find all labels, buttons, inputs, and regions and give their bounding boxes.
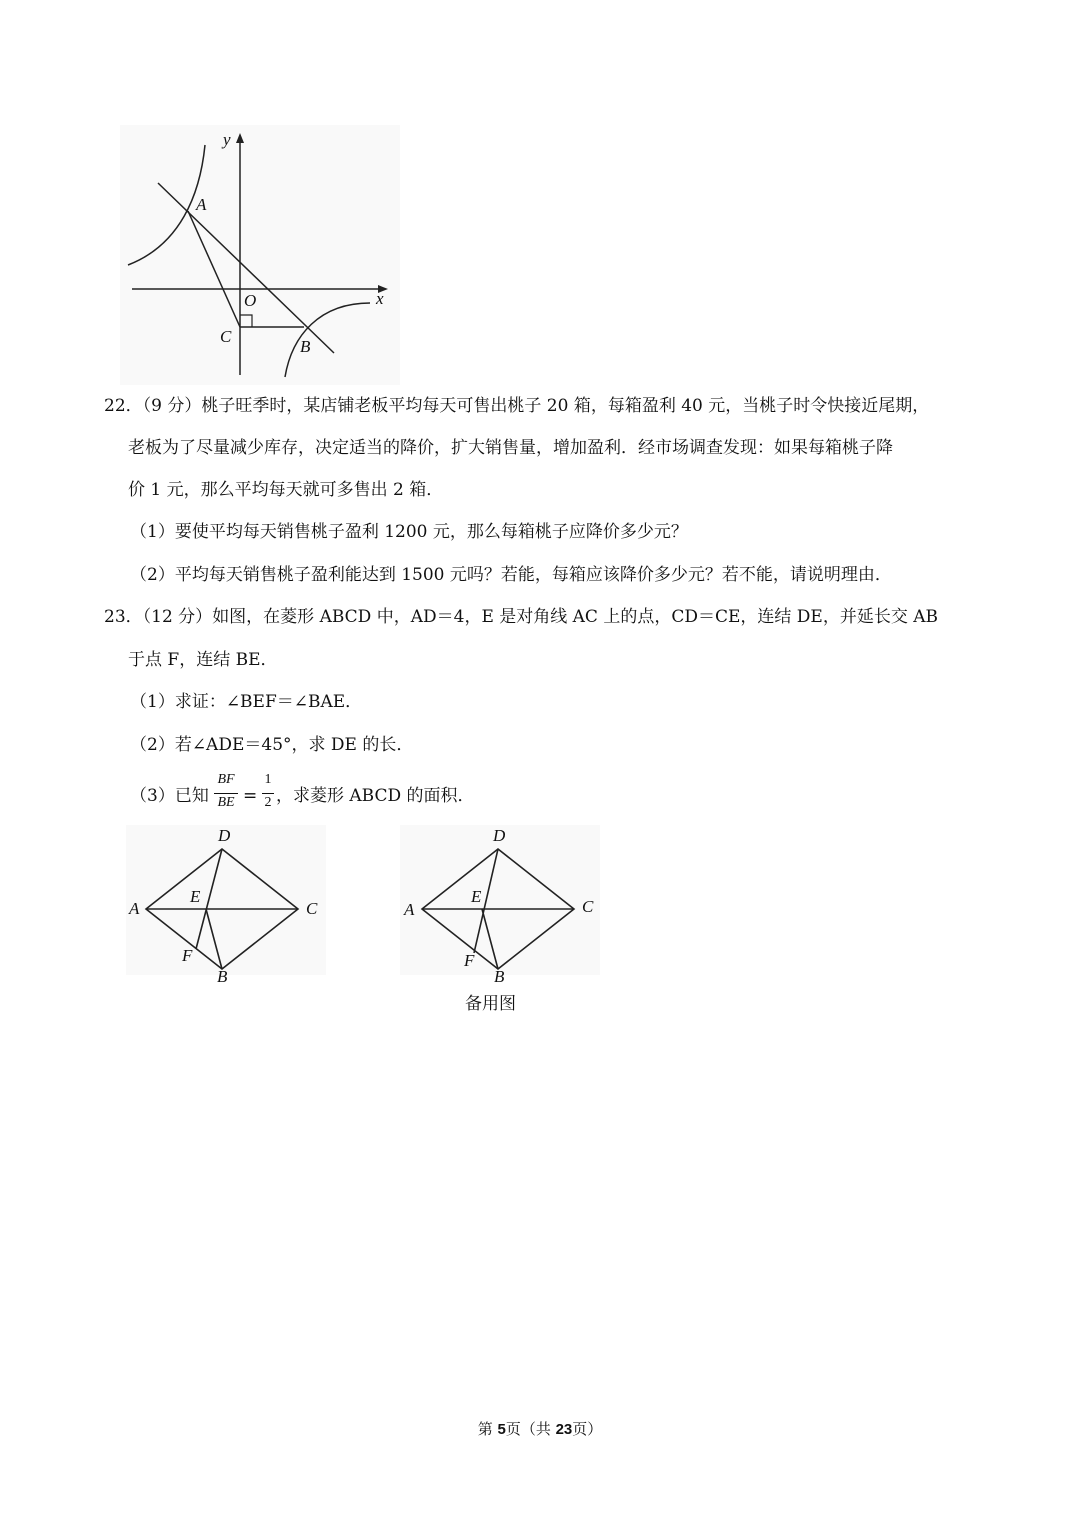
label-b: B bbox=[300, 337, 311, 356]
fraction-numerator: BF bbox=[217, 772, 235, 787]
q22-score: （9 分） bbox=[142, 396, 202, 416]
half-denominator: 2 bbox=[264, 795, 272, 810]
fraction-bar bbox=[214, 793, 238, 794]
q23-number: 23． bbox=[104, 607, 143, 627]
half-numerator: 1 bbox=[264, 772, 272, 787]
backup-label-b: B bbox=[494, 967, 505, 986]
q23-part-2: （2）若∠ADE＝45°，求 DE 的长． bbox=[130, 735, 414, 755]
q22-line-3: 价 1 元，那么平均每天就可多售出 2 箱． bbox=[128, 480, 444, 500]
q23-text-1: 如图，在菱形 ABCD 中，AD＝4，E 是对角线 AC 上的点，CD＝CE，连结 DE，并延长交 AB bbox=[212, 607, 939, 627]
label-o: O bbox=[244, 291, 257, 310]
backup-label-e: E bbox=[471, 887, 482, 906]
rhombus-label-c: C bbox=[306, 899, 318, 918]
figure-rhombus-backup bbox=[400, 825, 600, 1020]
hyperbola-svg bbox=[120, 125, 400, 385]
q23-part-3-suffix: ，求菱形 ABCD 的面积． bbox=[276, 786, 475, 806]
footer-total-pages: 23 bbox=[555, 1421, 573, 1438]
backup-label-a: A bbox=[404, 900, 415, 919]
q23-score: （12 分） bbox=[142, 607, 213, 627]
q23-fraction-bf-be bbox=[213, 772, 239, 816]
backup-caption: 备用图 bbox=[465, 994, 516, 1014]
q22-number: 22． bbox=[104, 396, 143, 416]
q23-part-1: （1）求证：∠BEF＝∠BAE． bbox=[130, 692, 363, 712]
backup-label-f: F bbox=[464, 951, 475, 970]
figure-hyperbola bbox=[120, 125, 400, 385]
q22-line-2: 老板为了尽量减少库存，决定适当的降价，扩大销售量，增加盈利．经市场调查发现：如果每箱桃子降 bbox=[128, 438, 893, 458]
q23-fraction-half bbox=[261, 772, 275, 816]
rhombus-label-e: E bbox=[190, 887, 201, 906]
q23-part-3-prefix: （3）已知 bbox=[130, 786, 209, 806]
half-bar bbox=[262, 793, 274, 794]
figure-rhombus-main bbox=[126, 825, 326, 990]
footer-middle: 页（共 bbox=[505, 1420, 556, 1438]
page-footer bbox=[0, 1418, 1080, 1439]
q22-part-1: （1）要使平均每天销售桃子盈利 1200 元，那么每箱桃子应降价多少元？ bbox=[130, 522, 688, 542]
q22-part-2: （2）平均每天销售桃子盈利能达到 1500 元吗？若能，每箱应该降价多少元？若不能，请说明理由． bbox=[130, 565, 892, 585]
label-y: y bbox=[223, 130, 231, 149]
rhombus-label-a: A bbox=[129, 899, 140, 918]
backup-label-c: C bbox=[582, 897, 594, 916]
fraction-equals: = bbox=[243, 786, 258, 806]
backup-label-d: D bbox=[493, 826, 506, 845]
fraction-denominator: BE bbox=[217, 795, 235, 810]
label-c: C bbox=[220, 327, 232, 346]
footer-suffix: 页） bbox=[572, 1420, 603, 1438]
label-a: A bbox=[196, 195, 207, 214]
rhombus-label-b: B bbox=[217, 967, 228, 986]
label-x: x bbox=[376, 289, 384, 308]
rhombus-main-svg bbox=[126, 825, 326, 990]
rhombus-backup-svg bbox=[400, 825, 600, 990]
q22-line-1 bbox=[104, 394, 929, 418]
footer-page-number: 5 bbox=[497, 1421, 506, 1438]
rhombus-label-f: F bbox=[182, 946, 193, 965]
footer-prefix: 第 bbox=[477, 1420, 498, 1438]
q22-text-1: 桃子旺季时，某店铺老板平均每天可售出桃子 20 箱，每箱盈利 40 元，当桃子时令快接近尾期， bbox=[201, 396, 930, 416]
rhombus-label-d: D bbox=[218, 826, 231, 845]
q23-line-2: 于点 F，连结 BE． bbox=[128, 650, 278, 670]
q23-line-1 bbox=[104, 605, 938, 629]
